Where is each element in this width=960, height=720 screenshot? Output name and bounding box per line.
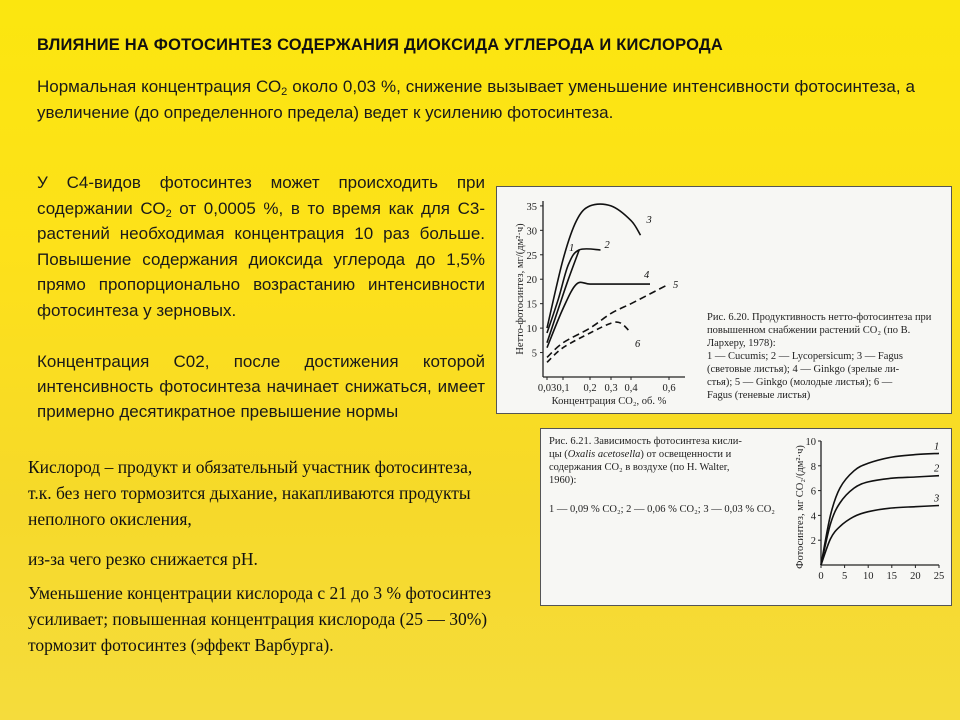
series-line-4 bbox=[547, 282, 650, 347]
y-tick-label: 35 bbox=[526, 201, 537, 213]
series-label-3: 3 bbox=[934, 493, 940, 505]
series-label-3: 3 bbox=[646, 215, 652, 227]
series-label-6: 6 bbox=[635, 339, 641, 350]
paragraph-co2-normal: Нормальная концентрация $СО_2$ около 0,03 %, снижение вызывает уменьшение интенсивности фотосинтеза, а увеличение (до определенного предела) ведет к усилению фотосинтеза. bbox=[37, 77, 915, 122]
caption-line-3: содержания СО₂ в воздухе (по H. Walter, bbox=[549, 462, 730, 473]
x-tick-label: 10 bbox=[862, 571, 874, 582]
y-tick-label: 10 bbox=[805, 437, 816, 448]
figure-6-20-caption bbox=[707, 311, 947, 402]
series-line-1 bbox=[547, 250, 579, 343]
x-tick-label: 0,1 bbox=[556, 383, 570, 394]
page-title: ВЛИЯНИЕ НА ФОТОСИНТЕЗ СОДЕРЖАНИЯ ДИОКСИДА УГЛЕРОДА И КИСЛОРОДА bbox=[37, 36, 723, 54]
x-tick-label: 0 bbox=[818, 571, 824, 582]
x-tick-label: 20 bbox=[910, 571, 921, 582]
series-label-4: 4 bbox=[644, 270, 650, 282]
caption-legend-3: стья); 5 — Ginkgo (молодые листья); 6 — bbox=[707, 377, 893, 388]
series-line-6 bbox=[547, 322, 631, 362]
y-tick-label: 25 bbox=[526, 250, 537, 262]
y-axis-label: Нетто-фотосинтез, мг/(дм²·ч) bbox=[515, 223, 526, 355]
y-tick-label: 2 bbox=[810, 536, 816, 548]
y-tick-label: 20 bbox=[526, 275, 537, 287]
caption-legend-1: 1 — Cucumis; 2 — Lycopersicum; 3 — Fagus bbox=[707, 351, 903, 362]
caption-line-1: Рис. 6.21. Зависимость фотосинтеза кисли- bbox=[549, 436, 742, 447]
y-tick-label: 15 bbox=[526, 299, 537, 311]
paragraph-c4-species: У С4-видов фотосинтез может происходить при содержании $СО_2$ от 0,0005 %, в то время как для С3-растений необходимая концентрация 10 раз больше. Повышение содержания диоксида углерода до 1,5% прямо пропорционально возрастанию интенсивности фотосинтеза у зерновых. bbox=[37, 173, 485, 320]
series-label-1: 1 bbox=[569, 242, 575, 254]
caption-legend: 1 — 0,09 % СО₂; 2 — 0,06 % СО₂; 3 — 0,03 % СО₂ bbox=[549, 504, 775, 515]
y-tick-label: 5 bbox=[531, 348, 537, 360]
series-line-3 bbox=[547, 204, 641, 328]
series-label-5: 5 bbox=[673, 280, 679, 292]
series-label-2: 2 bbox=[604, 239, 610, 251]
y-tick-label: 10 bbox=[526, 324, 537, 336]
y-tick-label: 30 bbox=[526, 226, 537, 238]
y-tick-label: 8 bbox=[810, 461, 816, 473]
x-axis-label: Концентрация СО₂, об. % bbox=[551, 396, 667, 407]
figure-6-21 bbox=[540, 428, 952, 606]
paragraph-oxygen-role: Кислород – продукт и обязательный участник фотосинтеза, т.к. без него тормозится дыхание, накапливаются продукты неполного окисления, bbox=[28, 457, 473, 529]
series-line-3 bbox=[821, 506, 939, 566]
x-tick-label: 0,3 bbox=[604, 383, 618, 394]
caption-legend-2: (световые листья); 4 — Ginkgo (зрелые ли- bbox=[707, 364, 900, 375]
series-label-1: 1 bbox=[934, 441, 940, 453]
y-tick-label: 6 bbox=[810, 486, 816, 498]
caption-legend-4: Fagus (теневые листья) bbox=[707, 390, 811, 401]
x-tick-label: 5 bbox=[841, 571, 848, 582]
x-tick-label: 25 bbox=[933, 571, 945, 582]
y-axis-label: Фотосинтез, мг СО₂/(дм²·ч) bbox=[795, 445, 806, 569]
x-tick-label: 0,2 bbox=[583, 383, 597, 394]
x-tick-label: 15 bbox=[886, 571, 898, 582]
series-label-2: 2 bbox=[934, 463, 940, 475]
caption-title: Рис. 6.20. Продуктивность нетто-фотосинтеза при повышенном снабжении растений СО₂ (по В. Лархеру, 1978): bbox=[707, 312, 932, 349]
paragraph-ph: из-за чего резко снижается рН. bbox=[28, 549, 258, 569]
figure-6-21-caption bbox=[549, 435, 807, 516]
y-tick-label: 4 bbox=[810, 511, 816, 523]
caption-line-4: 1960): bbox=[549, 475, 577, 486]
caption-line-2: цы (Oxalis acetosella) от освещенности и bbox=[549, 449, 732, 460]
x-tick-label: 0,03 bbox=[537, 383, 557, 394]
x-tick-label: 0,6 bbox=[662, 383, 676, 394]
figure-6-20 bbox=[496, 186, 952, 414]
paragraph-co2-threshold: Концентрация С02, после достижения которой интенсивность фотосинтеза начинает снижаться, имеет примерно десятикратное превышение нормы bbox=[37, 352, 485, 421]
x-tick-label: 0,4 bbox=[624, 383, 638, 394]
paragraph-warburg-effect: Уменьшение концентрации кислорода с 21 до 3 % фотосинтез усиливает; повышенная концентрация кислорода (25 — 30%) тормозит фотосинтез (эффект Варбурга). bbox=[28, 583, 492, 655]
